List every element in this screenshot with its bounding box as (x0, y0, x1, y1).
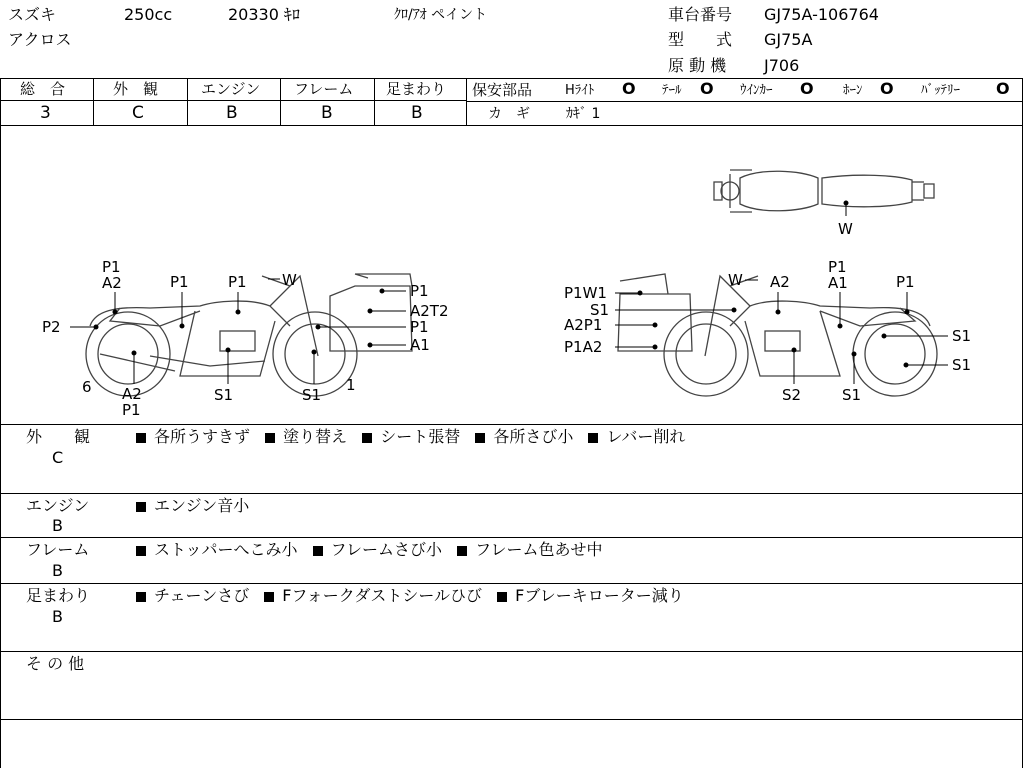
detail-label-other: そ の 他 (26, 654, 85, 673)
diag-label: P1 (170, 273, 189, 291)
detail-item: フレーム色あせ中 (475, 540, 603, 559)
left-side-motorcycle (86, 274, 412, 396)
diag-label: P1 (122, 401, 141, 419)
grade-exterior-value: C (132, 103, 144, 123)
grade-frame-label: フレーム (294, 80, 354, 98)
grade-frame-value: B (321, 103, 333, 123)
safety-tail-mark: O (700, 79, 714, 98)
diag-label: W (838, 220, 853, 238)
diag-label: P1 (828, 258, 847, 276)
detail-item: Fブレーキローター減り (515, 586, 684, 605)
diag-label: P1A2 (564, 338, 603, 356)
damage-diagram (0, 126, 1023, 424)
bullet-icon (457, 546, 467, 556)
divider (467, 101, 1022, 102)
detail-label-suspension: 足まわり (26, 586, 91, 605)
safety-label: 保安部品 (472, 81, 533, 99)
bullet-icon (136, 592, 146, 602)
diag-label: A1 (410, 336, 430, 354)
diag-label: S1 (952, 356, 972, 374)
detail-item: フレームさび小 (330, 540, 442, 559)
maker: スズキ (8, 5, 57, 24)
detail-items-suspension (136, 587, 694, 605)
grade-engine-label: エンジン (201, 80, 261, 98)
top-view-motorcycle (714, 170, 934, 212)
detail-items-exterior (136, 428, 695, 446)
bullet-icon (264, 592, 274, 602)
diag-label: A2T2 (410, 302, 449, 320)
type-label: 型 式 (668, 30, 733, 49)
diag-label: A1 (828, 274, 848, 292)
engine-value: J706 (764, 56, 800, 75)
safety-horn: ﾎｰﾝ (843, 83, 863, 98)
bullet-icon (136, 546, 146, 556)
chassis-label: 車台番号 (668, 5, 733, 24)
grade-engine-value: B (226, 103, 238, 123)
diag-label: P1 (228, 273, 247, 291)
diag-label: A2 (770, 273, 790, 291)
divider (0, 493, 1023, 494)
detail-grade-frame: B (52, 561, 63, 580)
detail-label-frame: フレーム (26, 540, 90, 559)
divider (187, 78, 188, 125)
divider (374, 78, 375, 125)
detail-label-engine: エンジン (26, 496, 90, 515)
key-value: ｶｷﾞ 1 (566, 106, 601, 122)
diag-label: S1 (214, 386, 234, 404)
detail-item: レバー削れ (606, 427, 686, 446)
safety-battery-mark: O (996, 79, 1010, 98)
grade-total-label: 総 合 (20, 80, 66, 98)
diag-label: S2 (782, 386, 802, 404)
diag-label: A2P1 (564, 316, 603, 334)
diag-label: P1 (896, 273, 915, 291)
bullet-icon (136, 502, 146, 512)
diag-label: P1 (410, 318, 429, 336)
divider (0, 78, 1023, 79)
detail-item: エンジン音小 (154, 496, 250, 515)
detail-label-exterior: 外 観 (26, 427, 91, 446)
divider (93, 78, 94, 125)
diag-label: P2 (42, 318, 61, 336)
key-label: カ ギ (488, 106, 530, 122)
safety-winker-mark: O (800, 79, 814, 98)
diag-label: S1 (590, 301, 610, 319)
detail-item: 塗り替え (283, 427, 348, 446)
diag-label: P1W1 (564, 284, 607, 302)
bullet-icon (313, 546, 323, 556)
safety-headlight: Hﾗｲﾄ (565, 83, 595, 98)
safety-tail: ﾃｰﾙ (662, 83, 682, 98)
body-color: ｸﾛ/ｱｵ ペイント (394, 7, 488, 23)
grade-exterior-label: 外 観 (113, 80, 159, 98)
detail-item: シート張替 (380, 427, 461, 446)
bullet-icon (588, 433, 598, 443)
detail-grade-engine: B (52, 516, 63, 535)
diag-label: P1 (410, 282, 429, 300)
detail-grade-suspension: B (52, 607, 63, 626)
divider (0, 719, 1023, 720)
safety-horn-mark: O (880, 79, 894, 98)
diag-label: S1 (302, 386, 322, 404)
engine-label: 原 動 機 (668, 56, 727, 75)
bullet-icon (265, 433, 275, 443)
diag-label: A2 (122, 385, 142, 403)
divider (280, 78, 281, 125)
diag-label: W (728, 271, 743, 289)
grade-total-value: 3 (40, 103, 51, 123)
diag-label: 1 (346, 376, 356, 394)
divider (0, 424, 1023, 425)
grade-suspension-label: 足まわり (386, 80, 447, 98)
grade-suspension-value: B (411, 103, 423, 123)
safety-winker: ｳｲﾝｶｰ (740, 83, 773, 98)
mileage: 20330 ｷﾛ (228, 5, 300, 24)
diag-label: 6 (82, 378, 92, 396)
diag-label: S1 (952, 327, 972, 345)
diag-label: P1 (102, 258, 121, 276)
detail-item: ストッパーへこみ小 (154, 540, 298, 559)
displacement: 250cc (124, 5, 173, 24)
divider (0, 100, 467, 101)
model-name: アクロス (8, 30, 72, 49)
type-value: GJ75A (764, 30, 813, 49)
detail-item: 各所うすきず (154, 427, 251, 446)
bullet-icon (475, 433, 485, 443)
bullet-icon (136, 433, 146, 443)
diag-label: W (282, 271, 297, 289)
chassis-number: GJ75A-106764 (764, 5, 879, 24)
detail-item: Fフォークダストシールひび (282, 586, 483, 605)
detail-grade-exterior: C (52, 448, 64, 467)
detail-item: 各所さび小 (493, 427, 574, 446)
safety-headlight-mark: O (622, 79, 636, 98)
safety-battery: ﾊﾞｯﾃﾘｰ (921, 83, 960, 98)
divider (0, 583, 1023, 584)
divider (0, 537, 1023, 538)
bullet-icon (362, 433, 372, 443)
detail-items-engine (136, 497, 259, 515)
detail-items-frame (136, 541, 612, 559)
diag-label: S1 (842, 386, 862, 404)
detail-item: チェーンさび (154, 586, 250, 605)
divider (0, 651, 1023, 652)
diag-label: A2 (102, 274, 122, 292)
bullet-icon (497, 592, 507, 602)
